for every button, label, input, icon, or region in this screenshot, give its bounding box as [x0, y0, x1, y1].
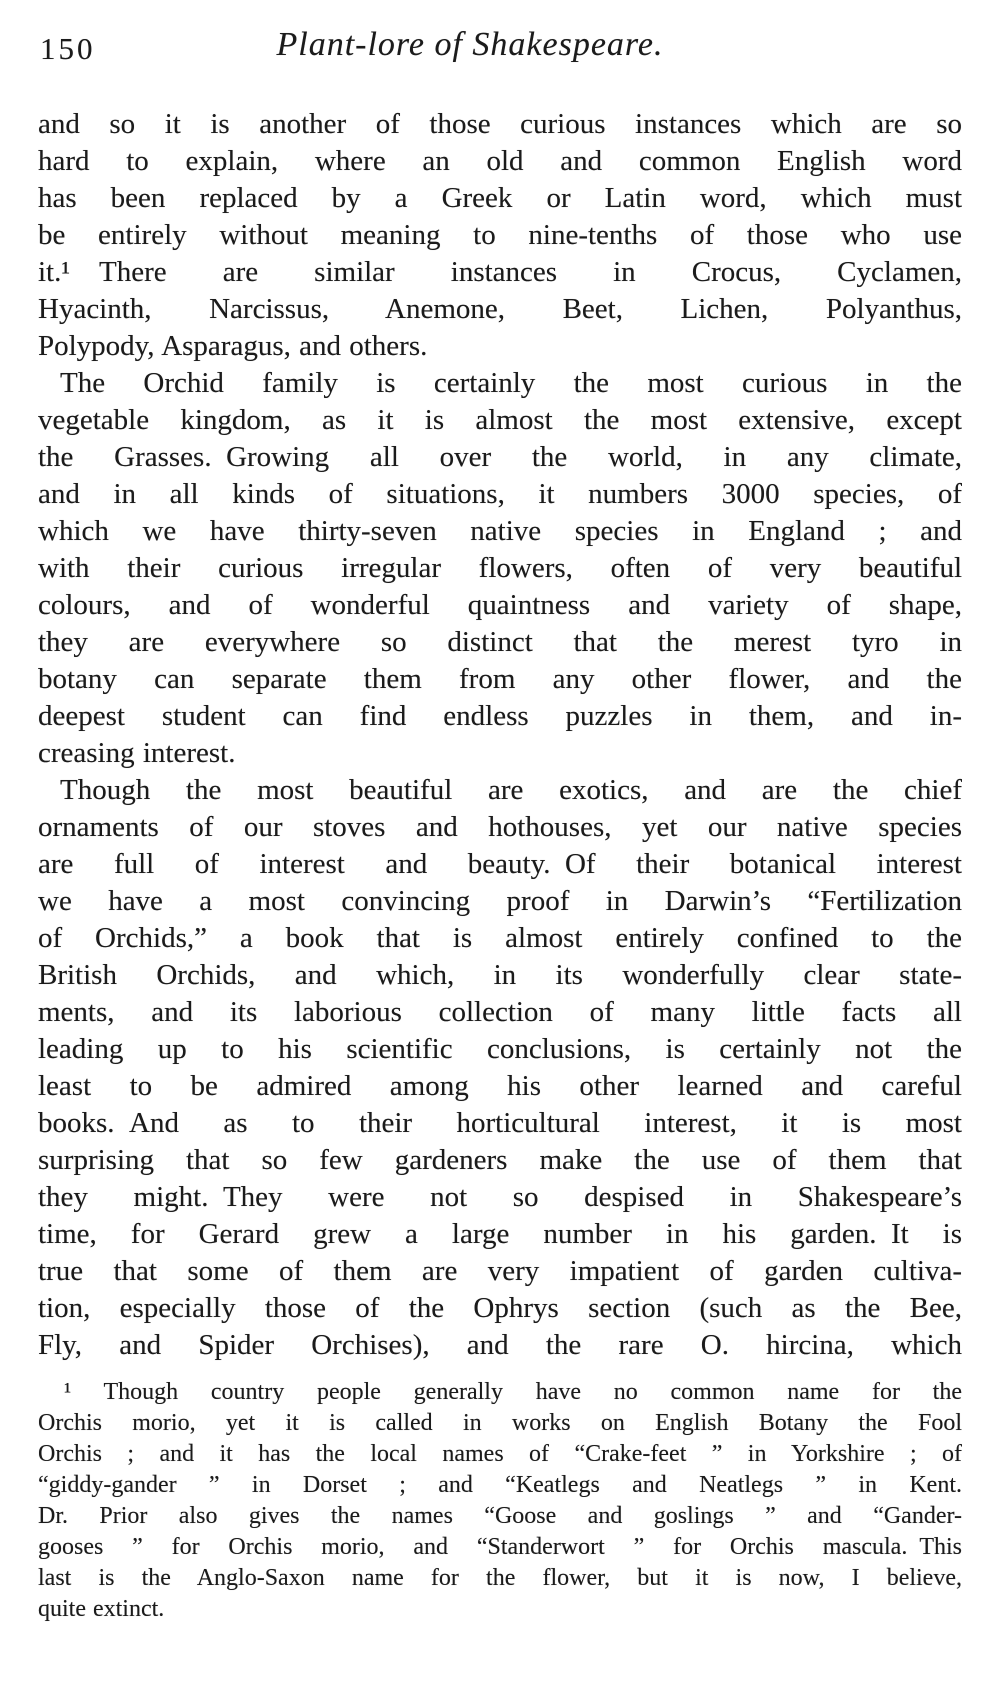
text-line: it.¹ There are similar instances in Crocus, Cyclamen, — [38, 256, 962, 288]
text-line: least to be admired among his other learned and careful — [38, 1070, 962, 1102]
text-line: surprising that so few gardeners make the use of them that — [38, 1144, 962, 1176]
text-line: leading up to his scientific conclusions, is certainly not the — [38, 1033, 962, 1065]
text-line: botany can separate them from any other flower, and the — [38, 663, 962, 695]
footnote-line: Orchis morio, yet it is called in works on English Botany the Fool — [38, 1410, 962, 1436]
text-line: hard to explain, where an old and common English word — [38, 145, 962, 177]
text-line: books. And as to their horticultural interest, it is most — [38, 1107, 962, 1139]
text-line: the Grasses. Growing all over the world, in any climate, — [38, 441, 962, 473]
text-line: be entirely without meaning to nine-tenths of those who use — [38, 219, 962, 251]
footnote-line: quite extinct. — [38, 1596, 165, 1622]
text-line: ments, and its laborious collection of many little facts all — [38, 996, 962, 1028]
footnote-line: Dr. Prior also gives the names “Goose and goslings ” and “Gander- — [38, 1503, 962, 1529]
footnote — [38, 1377, 962, 1625]
text-line: colours, and of wonderful quaintness and variety of shape, — [38, 589, 962, 621]
text-line: British Orchids, and which, in its wonderfully clear state- — [38, 959, 962, 991]
text-line: and so it is another of those curious instances which are so — [38, 108, 962, 140]
text-line: creasing interest. — [38, 737, 236, 769]
footnote-line: “giddy-gander ” in Dorset ; and “Keatlegs and Neatlegs ” in Kent. — [38, 1472, 962, 1498]
page-number: 150 — [40, 31, 96, 66]
body-text — [38, 106, 962, 1364]
text-line: are full of interest and beauty. Of their botanical interest — [38, 848, 962, 880]
footnote-line: last is the Anglo-Saxon name for the flower, but it is now, I believe, — [38, 1565, 962, 1591]
text-line: true that some of them are very impatient of garden cultiva- — [38, 1255, 962, 1287]
text-line: ornaments of our stoves and hothouses, yet our native species — [38, 811, 962, 843]
text-line: has been replaced by a Greek or Latin word, which must — [38, 182, 962, 214]
text-line: deepest student can find endless puzzles in them, and in- — [38, 700, 962, 732]
footnote-line: Orchis ; and it has the local names of “Crake-feet ” in Yorkshire ; of — [38, 1441, 962, 1467]
text-line: of Orchids,” a book that is almost entirely confined to the — [38, 922, 962, 954]
text-line: The Orchid family is certainly the most curious in the — [60, 367, 962, 399]
footnote-line: gooses ” for Orchis morio, and “Standerwort ” for Orchis mascula. This — [38, 1534, 962, 1560]
text-line: Polypody, Asparagus, and others. — [38, 330, 428, 362]
text-line: time, for Gerard grew a large number in his garden. It is — [38, 1218, 962, 1250]
running-title: Plant-lore of Shakespeare. — [276, 26, 664, 63]
text-line: and in all kinds of situations, it numbers 3000 species, of — [38, 478, 962, 510]
text-line: with their curious irregular flowers, often of very beautiful — [38, 552, 962, 584]
text-line: Hyacinth, Narcissus, Anemone, Beet, Lichen, Polyanthus, — [38, 293, 962, 325]
text-line: they are everywhere so distinct that the merest tyro in — [38, 626, 962, 658]
text-line: which we have thirty-seven native species in England ; and — [38, 515, 962, 547]
text-line: they might. They were not so despised in Shakespeare’s — [38, 1181, 962, 1213]
page-header — [38, 26, 962, 70]
footnote-line: ¹ Though country people generally have no common name for the — [64, 1379, 962, 1405]
text-line: Though the most beautiful are exotics, and are the chief — [60, 774, 962, 806]
text-line: we have a most convincing proof in Darwin’s “Fertilization — [38, 885, 962, 917]
text-line: vegetable kingdom, as it is almost the most extensive, except — [38, 404, 962, 436]
text-line: Fly, and Spider Orchises), and the rare O. hircina, which — [38, 1329, 962, 1361]
text-line: tion, especially those of the Ophrys section (such as the Bee, — [38, 1292, 962, 1324]
